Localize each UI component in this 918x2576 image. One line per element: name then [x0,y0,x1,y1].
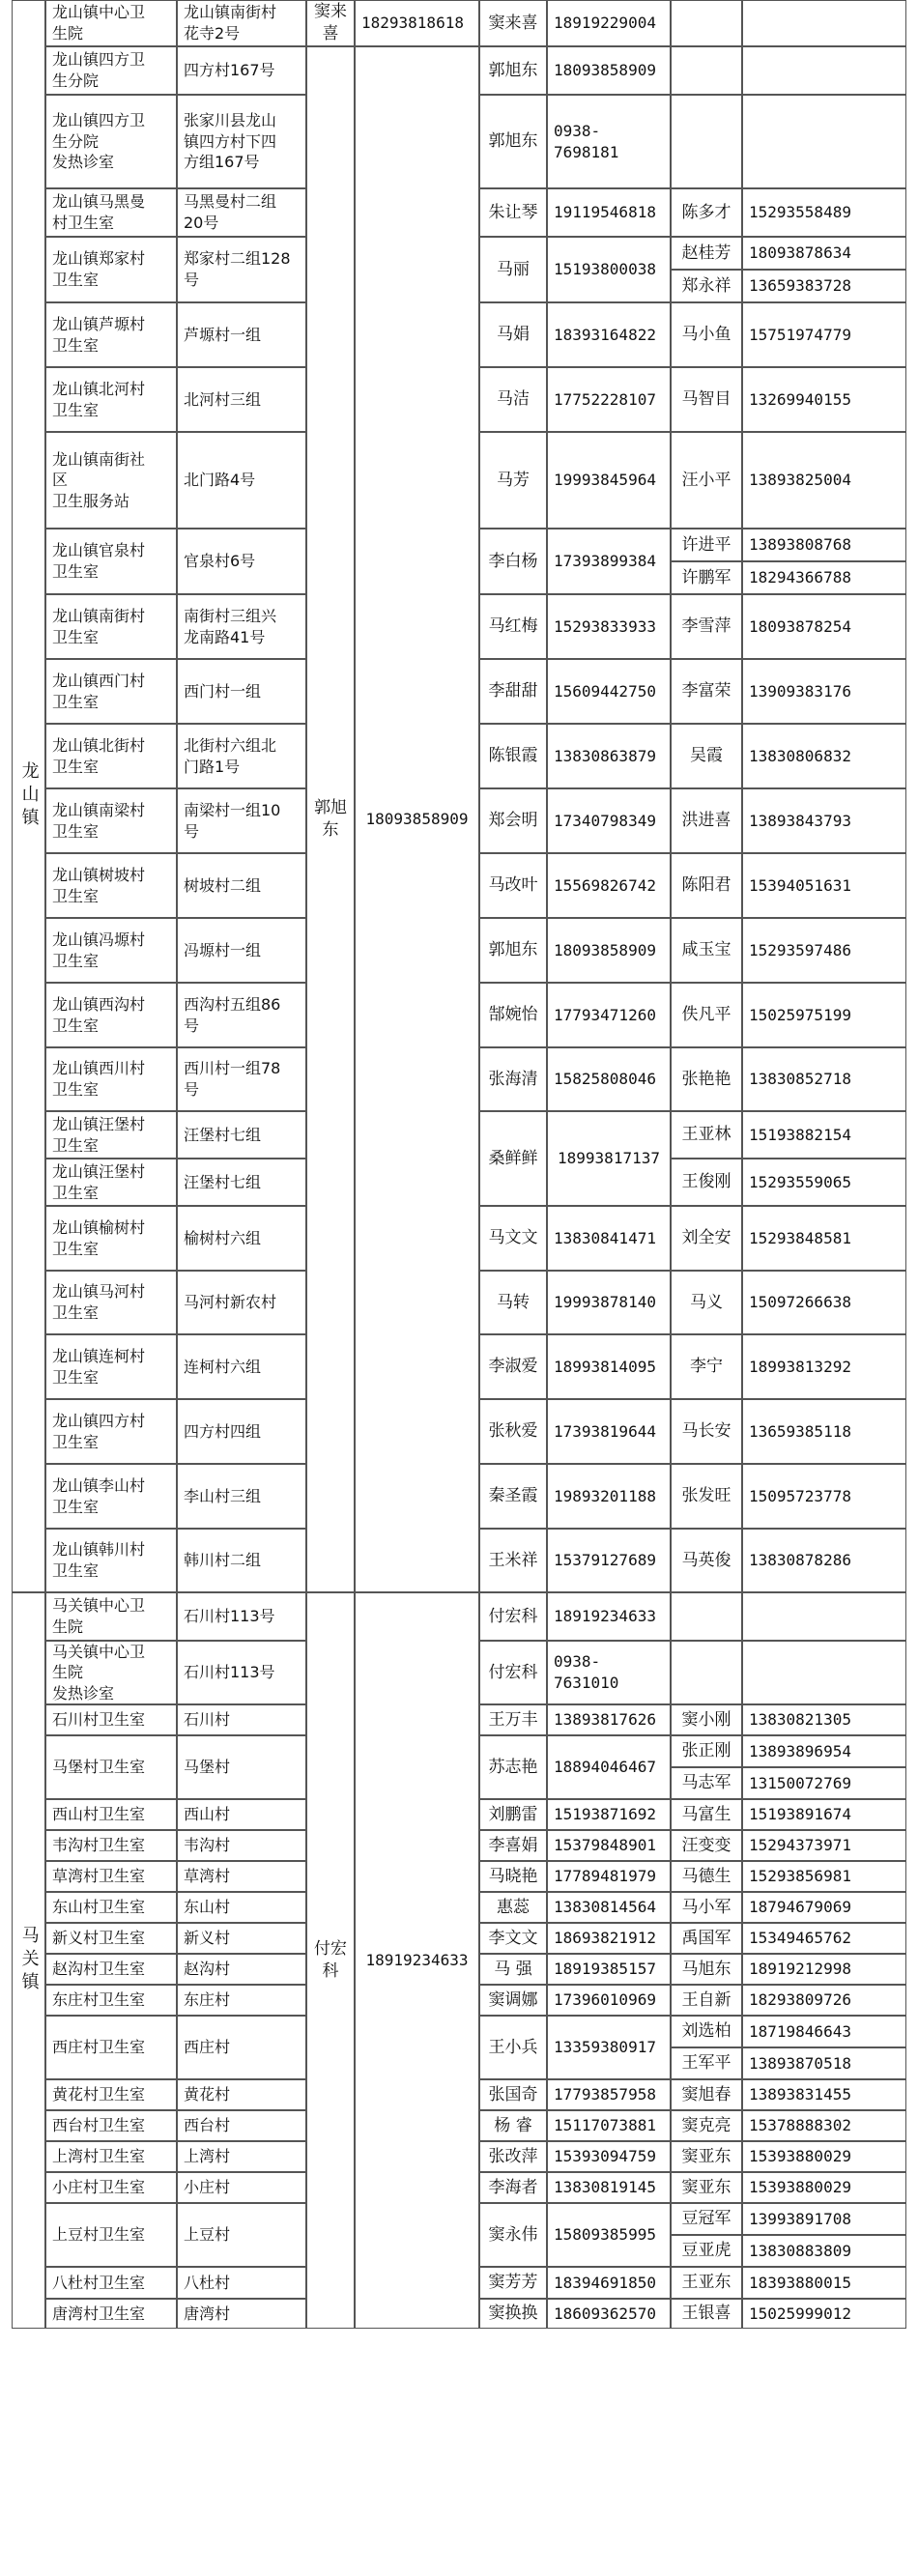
contact-phone: 19119546818 [547,188,671,237]
unit-address: 西台村 [177,2110,306,2141]
contact-name: 张国奇 [479,2079,547,2110]
contact-name: 张海清 [479,1047,547,1111]
doctor-name: 马小军 [671,1892,742,1923]
contact-name: 马洁 [479,367,547,432]
contact-name: 窦来喜 [479,0,547,46]
contact-name: 杨 睿 [479,2110,547,2141]
contact-phone: 15193800038 [547,237,671,302]
doctor-name: 佚凡平 [671,983,742,1047]
doctor-name: 马义 [671,1271,742,1334]
contact-name: 马改叶 [479,853,547,918]
contact-table [12,0,906,2576]
contact-phone: 18919229004 [547,0,671,46]
contact-name: 苏志艳 [479,1735,547,1799]
doctor-name: 刘全安 [671,1206,742,1271]
contact-phone: 18894046467 [547,1735,671,1799]
unit-address: 榆树村六组 [177,1206,306,1271]
doctor-name: 马德生 [671,1861,742,1892]
contact-phone: 18393164822 [547,302,671,367]
unit-name: 上湾村卫生室 [45,2141,177,2172]
unit-address: 郑家村二组128 号 [177,237,306,302]
unit-name: 龙山镇南梁村 卫生室 [45,788,177,853]
doctor-phone: 13659385118 [742,1399,906,1464]
unit-name: 龙山镇西沟村 卫生室 [45,983,177,1047]
doctor-phone: 13830852718 [742,1047,906,1111]
contact-phone: 17393899384 [547,529,671,594]
unit-name: 龙山镇韩川村 卫生室 [45,1529,177,1592]
unit-address: 汪堡村七组 [177,1159,306,1206]
manager-name: 窦来喜 [306,0,355,46]
contact-phone: 18609362570 [547,2299,671,2329]
doctor-name [671,95,742,188]
doctor-phone: 18093878254 [742,594,906,659]
unit-name: 龙山镇北街村 卫生室 [45,724,177,788]
contact-name: 张改萍 [479,2141,547,2172]
unit-address: 东山村 [177,1892,306,1923]
contact-name: 郭旭东 [479,918,547,983]
contact-phone: 15379848901 [547,1830,671,1861]
manager-phone: 18093858909 [355,46,479,1592]
doctor-name: 许鹏军 [671,561,742,594]
unit-address: 八杜村 [177,2267,306,2299]
contact-name: 窦芳芳 [479,2267,547,2299]
doctor-phone: 15095723778 [742,1464,906,1529]
doctor-name: 李雪萍 [671,594,742,659]
unit-name: 龙山镇汪堡村 卫生室 [45,1159,177,1206]
contact-phone: 15293833933 [547,594,671,659]
contact-phone: 18093858909 [547,918,671,983]
unit-address: 小庄村 [177,2172,306,2203]
doctor-name: 马富生 [671,1799,742,1830]
doctor-phone: 13269940155 [742,367,906,432]
unit-name: 龙山镇榆树村 卫生室 [45,1206,177,1271]
unit-address: 马河村新农村 [177,1271,306,1334]
unit-name: 马关镇中心卫 生院 发热诊室 [45,1641,177,1704]
doctor-phone: 13830806832 [742,724,906,788]
contact-phone: 17752228107 [547,367,671,432]
doctor-name: 李富荣 [671,659,742,724]
doctor-name: 豆亚虎 [671,2235,742,2267]
doctor-name: 马旭东 [671,1954,742,1985]
unit-address: 南街村三组兴 龙南路41号 [177,594,306,659]
unit-name: 龙山镇四方村 卫生室 [45,1399,177,1464]
contact-phone: 15569826742 [547,853,671,918]
doctor-name: 张发旺 [671,1464,742,1529]
doctor-phone [742,46,906,95]
contact-phone: 13830841471 [547,1206,671,1271]
contact-phone: 13830814564 [547,1892,671,1923]
doctor-phone: 15293848581 [742,1206,906,1271]
contact-phone: 13893817626 [547,1704,671,1735]
contact-phone: 15393094759 [547,2141,671,2172]
contact-phone: 15117073881 [547,2110,671,2141]
contact-phone: 19993878140 [547,1271,671,1334]
doctor-phone: 15193882154 [742,1111,906,1159]
unit-address: 西门村一组 [177,659,306,724]
doctor-phone: 13893808768 [742,529,906,561]
manager-phone: 18919234633 [355,1592,479,2329]
contact-phone: 0938-7631010 [547,1641,671,1704]
contact-phone: 15193871692 [547,1799,671,1830]
unit-name: 龙山镇树坡村 卫生室 [45,853,177,918]
unit-address: 北门路4号 [177,432,306,529]
contact-name: 王万丰 [479,1704,547,1735]
doctor-name: 马长安 [671,1399,742,1464]
unit-address: 连柯村六组 [177,1334,306,1399]
doctor-phone: 13893870518 [742,2047,906,2079]
doctor-name: 王自新 [671,1985,742,2016]
unit-name: 上豆村卫生室 [45,2203,177,2267]
unit-name: 龙山镇马黑曼 村卫生室 [45,188,177,237]
unit-address: 北河村三组 [177,367,306,432]
contact-phone: 18093858909 [547,46,671,95]
contact-phone: 18394691850 [547,2267,671,2299]
doctor-name: 窦小刚 [671,1704,742,1735]
doctor-phone [742,0,906,46]
doctor-phone: 15193891674 [742,1799,906,1830]
doctor-name: 王亚林 [671,1111,742,1159]
doctor-name: 王银喜 [671,2299,742,2329]
unit-address: 马黑曼村二组 20号 [177,188,306,237]
unit-name: 龙山镇马河村 卫生室 [45,1271,177,1334]
unit-name: 龙山镇李山村 卫生室 [45,1464,177,1529]
doctor-name: 洪进喜 [671,788,742,853]
doctor-name [671,0,742,46]
contact-phone: 13359380917 [547,2016,671,2079]
contact-name: 惠蕊 [479,1892,547,1923]
unit-name: 东庄村卫生室 [45,1985,177,2016]
doctor-name: 马志军 [671,1767,742,1799]
doctor-name: 马英俊 [671,1529,742,1592]
doctor-name: 窦克亮 [671,2110,742,2141]
doctor-name [671,1641,742,1704]
doctor-phone: 15293558489 [742,188,906,237]
doctor-phone: 13830821305 [742,1704,906,1735]
unit-name: 黄花村卫生室 [45,2079,177,2110]
contact-phone: 17789481979 [547,1861,671,1892]
contact-phone: 17793471260 [547,983,671,1047]
unit-address: 李山村三组 [177,1464,306,1529]
doctor-name [671,1592,742,1641]
contact-name: 付宏科 [479,1592,547,1641]
contact-phone: 13830863879 [547,724,671,788]
unit-name: 马关镇中心卫 生院 [45,1592,177,1641]
unit-name: 龙山镇四方卫 生分院 [45,46,177,95]
unit-name: 龙山镇中心卫 生院 [45,0,177,46]
contact-phone: 18693821912 [547,1923,671,1954]
contact-name: 李白杨 [479,529,547,594]
contact-name: 郜婉怡 [479,983,547,1047]
doctor-name [671,46,742,95]
town-name: 马关镇 [12,1592,45,2329]
contact-name: 马晓艳 [479,1861,547,1892]
contact-phone: 17793857958 [547,2079,671,2110]
contact-name: 马 强 [479,1954,547,1985]
doctor-phone: 18294366788 [742,561,906,594]
doctor-phone: 15294373971 [742,1830,906,1861]
unit-name: 韦沟村卫生室 [45,1830,177,1861]
doctor-name: 陈阳君 [671,853,742,918]
contact-name: 郭旭东 [479,95,547,188]
unit-name: 小庄村卫生室 [45,2172,177,2203]
unit-address: 官泉村6号 [177,529,306,594]
doctor-phone: 15025999012 [742,2299,906,2329]
doctor-phone: 15378888302 [742,2110,906,2141]
contact-name: 李淑爱 [479,1334,547,1399]
contact-phone: 17340798349 [547,788,671,853]
doctor-phone: 15025975199 [742,983,906,1047]
doctor-name: 禹国军 [671,1923,742,1954]
unit-address: 唐湾村 [177,2299,306,2329]
doctor-phone: 13893896954 [742,1735,906,1767]
doctor-phone: 18393880015 [742,2267,906,2299]
contact-phone: 17393819644 [547,1399,671,1464]
doctor-name: 汪小平 [671,432,742,529]
unit-name: 龙山镇南街村 卫生室 [45,594,177,659]
contact-name: 王小兵 [479,2016,547,2079]
contact-phone: 19993845964 [547,432,671,529]
unit-address: 冯塬村一组 [177,918,306,983]
doctor-name: 许进平 [671,529,742,561]
contact-name: 窦换换 [479,2299,547,2329]
contact-phone: 15809385995 [547,2203,671,2267]
contact-name: 朱让琴 [479,188,547,237]
unit-name: 龙山镇四方卫 生分院 发热诊室 [45,95,177,188]
contact-name: 马娟 [479,302,547,367]
unit-name: 草湾村卫生室 [45,1861,177,1892]
contact-phone: 18993814095 [547,1334,671,1399]
unit-address: 草湾村 [177,1861,306,1892]
contact-name: 李海者 [479,2172,547,2203]
unit-address: 石川村 [177,1704,306,1735]
unit-address: 芦塬村一组 [177,302,306,367]
unit-address: 北街村六组北 门路1号 [177,724,306,788]
manager-name: 付宏科 [306,1592,355,2329]
unit-address: 石川村113号 [177,1592,306,1641]
contact-name: 王米祥 [479,1529,547,1592]
doctor-name: 张正刚 [671,1735,742,1767]
doctor-phone [742,95,906,188]
doctor-phone: 15349465762 [742,1923,906,1954]
unit-name: 龙山镇西川村 卫生室 [45,1047,177,1111]
unit-address: 龙山镇南街村 花寺2号 [177,0,306,46]
doctor-name: 张艳艳 [671,1047,742,1111]
doctor-name: 王亚东 [671,2267,742,2299]
doctor-phone: 18719846643 [742,2016,906,2047]
contact-phone: 18993817137 [547,1111,671,1206]
contact-phone: 18919234633 [547,1592,671,1641]
doctor-phone: 13909383176 [742,659,906,724]
town-name: 龙山镇 [12,0,45,1592]
contact-name: 郭旭东 [479,46,547,95]
unit-name: 龙山镇芦塬村 卫生室 [45,302,177,367]
doctor-phone [742,1592,906,1641]
unit-name: 唐湾村卫生室 [45,2299,177,2329]
doctor-phone: 18093878634 [742,237,906,270]
doctor-phone: 13893843793 [742,788,906,853]
unit-address: 黄花村 [177,2079,306,2110]
unit-address: 西川村一组78 号 [177,1047,306,1111]
doctor-phone: 13893831455 [742,2079,906,2110]
unit-address: 韦沟村 [177,1830,306,1861]
contact-name: 张秋爱 [479,1399,547,1464]
doctor-name: 窦亚东 [671,2141,742,2172]
doctor-phone: 13830883809 [742,2235,906,2267]
unit-name: 赵沟村卫生室 [45,1954,177,1985]
unit-address: 赵沟村 [177,1954,306,1985]
unit-address: 西沟村五组86 号 [177,983,306,1047]
doctor-phone: 18919212998 [742,1954,906,1985]
contact-name: 刘鹏雷 [479,1799,547,1830]
contact-phone: 13830819145 [547,2172,671,2203]
contact-name: 桑鲜鲜 [479,1111,547,1206]
unit-name: 西庄村卫生室 [45,2016,177,2079]
doctor-phone: 13830878286 [742,1529,906,1592]
doctor-phone: 13993891708 [742,2203,906,2235]
unit-address: 南梁村一组10 号 [177,788,306,853]
unit-name: 新义村卫生室 [45,1923,177,1954]
doctor-phone: 15293597486 [742,918,906,983]
doctor-name: 窦亚东 [671,2172,742,2203]
contact-name: 李文文 [479,1923,547,1954]
contact-phone: 0938-7698181 [547,95,671,188]
contact-name: 马红梅 [479,594,547,659]
unit-address: 四方村四组 [177,1399,306,1464]
doctor-name: 赵桂芳 [671,237,742,270]
doctor-phone: 13150072769 [742,1767,906,1799]
doctor-phone: 18794679069 [742,1892,906,1923]
unit-name: 龙山镇冯塬村 卫生室 [45,918,177,983]
doctor-name: 汪变变 [671,1830,742,1861]
doctor-name: 吴霞 [671,724,742,788]
doctor-name: 马小鱼 [671,302,742,367]
contact-name: 秦圣霞 [479,1464,547,1529]
doctor-name: 窦旭春 [671,2079,742,2110]
unit-name: 八杜村卫生室 [45,2267,177,2299]
contact-phone: 15825808046 [547,1047,671,1111]
contact-name: 李喜娟 [479,1830,547,1861]
unit-name: 龙山镇汪堡村 卫生室 [45,1111,177,1159]
contact-phone: 19893201188 [547,1464,671,1529]
unit-address: 张家川县龙山 镇四方村下四 方组167号 [177,95,306,188]
doctor-name: 豆冠军 [671,2203,742,2235]
contact-phone: 15379127689 [547,1529,671,1592]
contact-name: 陈银霞 [479,724,547,788]
unit-address: 上豆村 [177,2203,306,2267]
contact-name: 付宏科 [479,1641,547,1704]
doctor-phone: 15293856981 [742,1861,906,1892]
unit-address: 石川村113号 [177,1641,306,1704]
unit-name: 石川村卫生室 [45,1704,177,1735]
unit-name: 龙山镇南街社 区 卫生服务站 [45,432,177,529]
doctor-name: 郑永祥 [671,270,742,302]
unit-address: 上湾村 [177,2141,306,2172]
unit-name: 龙山镇连柯村 卫生室 [45,1334,177,1399]
doctor-phone: 13893825004 [742,432,906,529]
unit-name: 西山村卫生室 [45,1799,177,1830]
doctor-phone: 13659383728 [742,270,906,302]
unit-address: 东庄村 [177,1985,306,2016]
doctor-phone: 15393880029 [742,2172,906,2203]
doctor-name: 陈多才 [671,188,742,237]
unit-address: 四方村167号 [177,46,306,95]
doctor-phone [742,1641,906,1704]
doctor-name: 马智目 [671,367,742,432]
manager-phone: 18293818618 [355,0,479,46]
unit-name: 西台村卫生室 [45,2110,177,2141]
contact-name: 马芳 [479,432,547,529]
doctor-phone: 18293809726 [742,1985,906,2016]
contact-phone: 18919385157 [547,1954,671,1985]
contact-name: 马转 [479,1271,547,1334]
unit-name: 东山村卫生室 [45,1892,177,1923]
contact-name: 马文文 [479,1206,547,1271]
unit-address: 马堡村 [177,1735,306,1799]
unit-name: 龙山镇郑家村 卫生室 [45,237,177,302]
doctor-phone: 15751974779 [742,302,906,367]
doctor-phone: 18993813292 [742,1334,906,1399]
contact-phone: 15609442750 [547,659,671,724]
doctor-name: 咸玉宝 [671,918,742,983]
contact-name: 窦调娜 [479,1985,547,2016]
doctor-name: 刘选柏 [671,2016,742,2047]
contact-name: 李甜甜 [479,659,547,724]
manager-name: 郭旭东 [306,46,355,1592]
contact-name: 马丽 [479,237,547,302]
contact-name: 郑会明 [479,788,547,853]
unit-name: 龙山镇西门村 卫生室 [45,659,177,724]
contact-name: 窦永伟 [479,2203,547,2267]
unit-address: 韩川村二组 [177,1529,306,1592]
doctor-name: 王军平 [671,2047,742,2079]
unit-address: 树坡村二组 [177,853,306,918]
doctor-name: 王俊刚 [671,1159,742,1206]
unit-address: 西山村 [177,1799,306,1830]
unit-address: 汪堡村七组 [177,1111,306,1159]
unit-name: 龙山镇官泉村 卫生室 [45,529,177,594]
contact-phone: 17396010969 [547,1985,671,2016]
unit-address: 新义村 [177,1923,306,1954]
doctor-name: 李宁 [671,1334,742,1399]
doctor-phone: 15293559065 [742,1159,906,1206]
doctor-phone: 15097266638 [742,1271,906,1334]
unit-address: 西庄村 [177,2016,306,2079]
unit-name: 马堡村卫生室 [45,1735,177,1799]
unit-name: 龙山镇北河村 卫生室 [45,367,177,432]
doctor-phone: 15394051631 [742,853,906,918]
doctor-phone: 15393880029 [742,2141,906,2172]
